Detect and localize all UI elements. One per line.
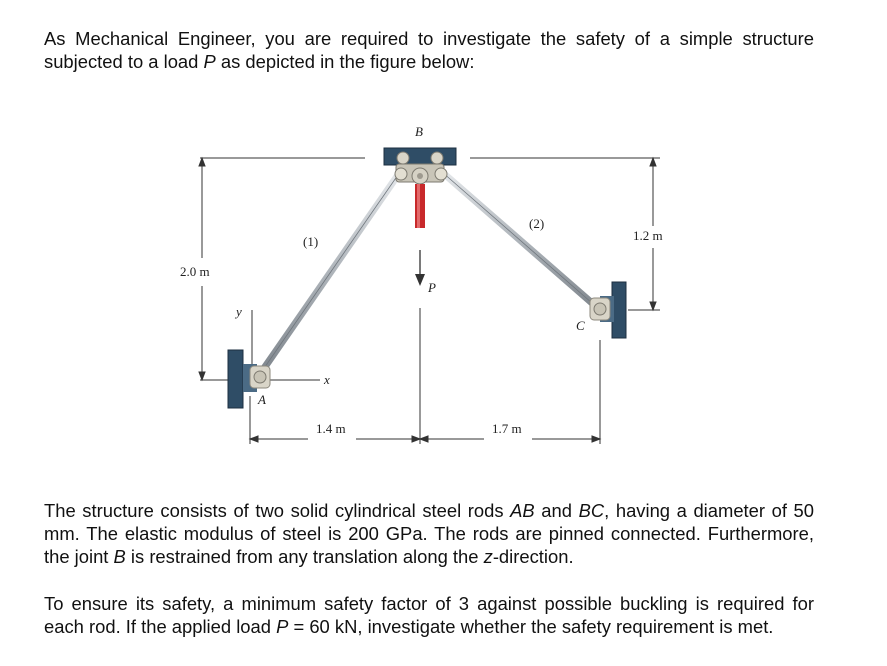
req-var-p: P <box>276 616 289 637</box>
intro-var-p: P <box>203 51 216 72</box>
dimension-right-height <box>470 158 660 310</box>
axis-x-label: x <box>324 372 330 387</box>
description-paragraph <box>44 499 814 568</box>
desc-rod-ab: AB <box>510 500 535 521</box>
desc-rod-bc: BC <box>578 500 605 521</box>
load-p-label: P <box>428 280 436 295</box>
desc-z-direction: z <box>483 546 493 567</box>
structure-figure <box>160 118 720 458</box>
req-text-2: = 60 kN, investigate whether the safety requirement is met. <box>288 616 774 637</box>
rod-ab-edge <box>260 172 400 374</box>
dim-span-bc-label: 1.7 m <box>492 421 522 436</box>
desc-text-2: and <box>534 500 579 521</box>
load-p-arrow <box>415 184 425 286</box>
desc-joint-b: B <box>113 546 126 567</box>
intro-text-2: as depicted in the figure below: <box>215 51 475 72</box>
dim-right-height-label: 1.2 m <box>633 228 663 243</box>
joint-a-label: A <box>258 392 266 407</box>
rod-bc-edge <box>442 172 600 310</box>
rod-1-label: (1) <box>303 234 319 249</box>
dim-left-height-label: 2.0 m <box>180 264 210 279</box>
desc-text-5: -direction. <box>492 546 574 567</box>
desc-text-4: is restrained from any translation along the <box>125 546 484 567</box>
joint-b-label: B <box>415 124 423 139</box>
dimension-horizontal-spans <box>250 308 600 444</box>
intro-text-1: As Mechanical Engineer, you are required to investigate the safety of a simple structure subjected to a load <box>44 28 814 72</box>
dim-span-ab-label: 1.4 m <box>316 421 346 436</box>
joint-c-label: C <box>576 318 585 333</box>
desc-text-3: , having a diameter of 50 mm. The elastic modulus of steel is 200 GPa. The rods are pinned connected. Furthermore, the joint <box>44 500 814 567</box>
req-text-1: To ensure its safety, a minimum safety factor of 3 against possible buckling is required for each rod. If the applied load <box>44 593 814 637</box>
intro-paragraph <box>44 27 814 73</box>
requirement-paragraph <box>44 592 814 638</box>
axis-y-label: y <box>236 304 242 319</box>
rod-2-label: (2) <box>529 216 545 231</box>
support-c <box>590 282 626 338</box>
desc-text-1: The structure consists of two solid cylindrical steel rods <box>44 500 511 521</box>
